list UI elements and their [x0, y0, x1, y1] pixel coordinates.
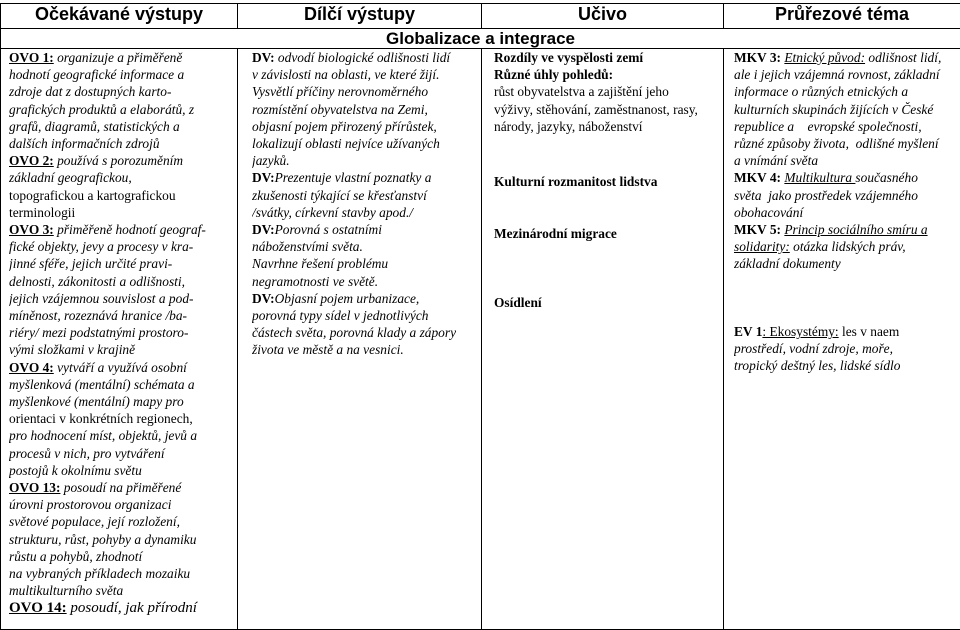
curriculum-cell: [482, 49, 724, 630]
mkv5-line: MKV 5: Princip sociálního smíru a: [734, 221, 957, 238]
text-line: základní geografickou,: [9, 169, 234, 186]
text-line: a vnímání světa: [734, 152, 957, 169]
text-line: vými složkami v krajině: [9, 341, 234, 358]
dv2-line: DV:Prezentuje vlastní poznatky a: [252, 169, 478, 186]
text-line: světa jako prostředek vzájemného: [734, 187, 957, 204]
dv1-line: DV: odvodí biologické odlišnosti lidí: [252, 49, 478, 66]
text-line: objasní pojem přirozený přírůstek,: [252, 118, 478, 135]
text-line: částech světa, porovná klady a zápory: [252, 324, 478, 341]
curriculum-heading: Rozdíly ve vyspělosti zemí: [494, 49, 720, 66]
curriculum-heading: Mezinárodní migrace: [494, 225, 720, 242]
ovo13-line: OVO 13: posoudí na přiměřené: [9, 479, 234, 496]
text-line: zkušenosti týkající se křesťanství: [252, 187, 478, 204]
text-line: fické objekty, jevy a procesy v kra-: [9, 238, 234, 255]
cross-curricular-cell: [724, 49, 960, 630]
text-line: výživy, stěhování, zaměstnanost, rasy,: [494, 101, 720, 118]
text-line: jinné sféře, jejich určité pravi-: [9, 255, 234, 272]
header-curriculum: Učivo: [482, 4, 724, 29]
text-line: hodnotí geografické informace a: [9, 66, 234, 83]
text-line: multikulturního světa: [9, 582, 234, 599]
ovo14-line: OVO 14: posoudí, jak přírodní: [9, 600, 234, 617]
ovo1-line: OVO 1: organizuje a přiměřeně: [9, 49, 234, 66]
header-expected-outcomes: Očekávané výstupy: [1, 4, 238, 29]
ovo4-line: OVO 4: vytváří a využívá osobní: [9, 359, 234, 376]
text-line: světové populace, její rozložení,: [9, 513, 234, 530]
text-line: prostředí, vodní zdroje, moře,: [734, 340, 957, 357]
text-line: lokalizují oblasti nejvíce užívaných: [252, 135, 478, 152]
dv3-line: DV:Porovná s ostatními: [252, 221, 478, 238]
text-line: míněnost, rozeznává hranice /ba-: [9, 307, 234, 324]
text-line: jazyků.: [252, 152, 478, 169]
header-partial-outcomes: Dílčí výstupy: [238, 4, 482, 29]
text-line: Navrhne řešení problému: [252, 255, 478, 272]
topic-title: Globalizace a integrace: [1, 29, 960, 49]
text-line: postojů k okolnímu světu: [9, 462, 234, 479]
text-line: riéry/ mezi podstatnými prostoro-: [9, 324, 234, 341]
text-line: úrovni prostorovou organizaci: [9, 496, 234, 513]
header-row: [1, 4, 960, 29]
text-line: myšlenková (mentální) schémata a: [9, 376, 234, 393]
text-line: myšlenkové (mentální) mapy pro: [9, 393, 234, 410]
text-line: tropický deštný les, lidské sídlo: [734, 357, 957, 374]
text-line: růst obyvatelstva a zajištění jeho: [494, 83, 720, 100]
expected-outcomes-cell: [1, 49, 238, 630]
mkv4-line: MKV 4: Multikultura současného: [734, 169, 957, 186]
text-line: obohacování: [734, 204, 957, 221]
text-line: základní dokumenty: [734, 255, 957, 272]
text-line: národy, jazyky, náboženství: [494, 118, 720, 135]
text-line: topografickou a kartografickou: [9, 187, 234, 204]
text-line: života ve městě a na vesnici.: [252, 341, 478, 358]
text-line: orientaci v konkrétních regionech,: [9, 410, 234, 427]
text-line: pro hodnocení míst, objektů, jevů a: [9, 427, 234, 444]
text-line: republice a evropské společnosti,: [734, 118, 957, 135]
text-line: růstu a pohybů, zhodnotí: [9, 548, 234, 565]
text-line: dalších informačních zdrojů: [9, 135, 234, 152]
ovo2-line: OVO 2: používá s porozuměním: [9, 152, 234, 169]
text-line: zdroje dat z dostupných karto-: [9, 83, 234, 100]
text-line: informace o různých etnických a: [734, 83, 957, 100]
content-row: [1, 49, 960, 630]
curriculum-heading: Osídlení: [494, 294, 720, 311]
text-line: grafů, diagramů, statistických a: [9, 118, 234, 135]
text-line: negramotnosti ve světě.: [252, 273, 478, 290]
curriculum-heading: Různé úhly pohledů:: [494, 66, 720, 83]
text-line: /svátky, církevní stavby apod./: [252, 204, 478, 221]
text-line: grafických produktů a elaborátů, z: [9, 101, 234, 118]
text-line: v závislosti na oblasti, ve které žijí.: [252, 66, 478, 83]
topic-row: [1, 29, 960, 49]
text-line: rozmístění obyvatelstva na Zemi,: [252, 101, 478, 118]
mkv5-line-2: solidarity: otázka lidských práv,: [734, 238, 957, 255]
text-line: různé způsoby života, odlišné myšlení: [734, 135, 957, 152]
text-line: na vybraných příkladech mozaiku: [9, 565, 234, 582]
text-line: Vysvětlí příčiny nerovnoměrného: [252, 83, 478, 100]
mkv3-line: MKV 3: Etnický původ: odlišnost lidí,: [734, 49, 957, 66]
text-line: ale i jejich vzájemná rovnost, základní: [734, 66, 957, 83]
curriculum-heading: Kulturní rozmanitost lidstva: [494, 173, 720, 190]
text-line: delnosti, zákonitosti a odlišnosti,: [9, 273, 234, 290]
text-line: procesů v nich, pro vytváření: [9, 445, 234, 462]
dv4-line: DV:Objasní pojem urbanizace,: [252, 290, 478, 307]
text-line: náboženstvími světa.: [252, 238, 478, 255]
ev1-line: EV 1: Ekosystémy: les v naem: [734, 323, 957, 340]
ovo3-line: OVO 3: přiměřeně hodnotí geograf-: [9, 221, 234, 238]
text-line: strukturu, růst, pohyby a dynamiku: [9, 531, 234, 548]
text-line: jejich vzájemnou souvislost a pod-: [9, 290, 234, 307]
text-line: porovná typy sídel v jednotlivých: [252, 307, 478, 324]
text-line: terminologii: [9, 204, 234, 221]
text-line: kulturních skupinách žijících v České: [734, 101, 957, 118]
header-cross-curricular-topic: Průřezové téma: [724, 4, 960, 29]
curriculum-table: [0, 3, 960, 630]
partial-outcomes-cell: [238, 49, 482, 630]
